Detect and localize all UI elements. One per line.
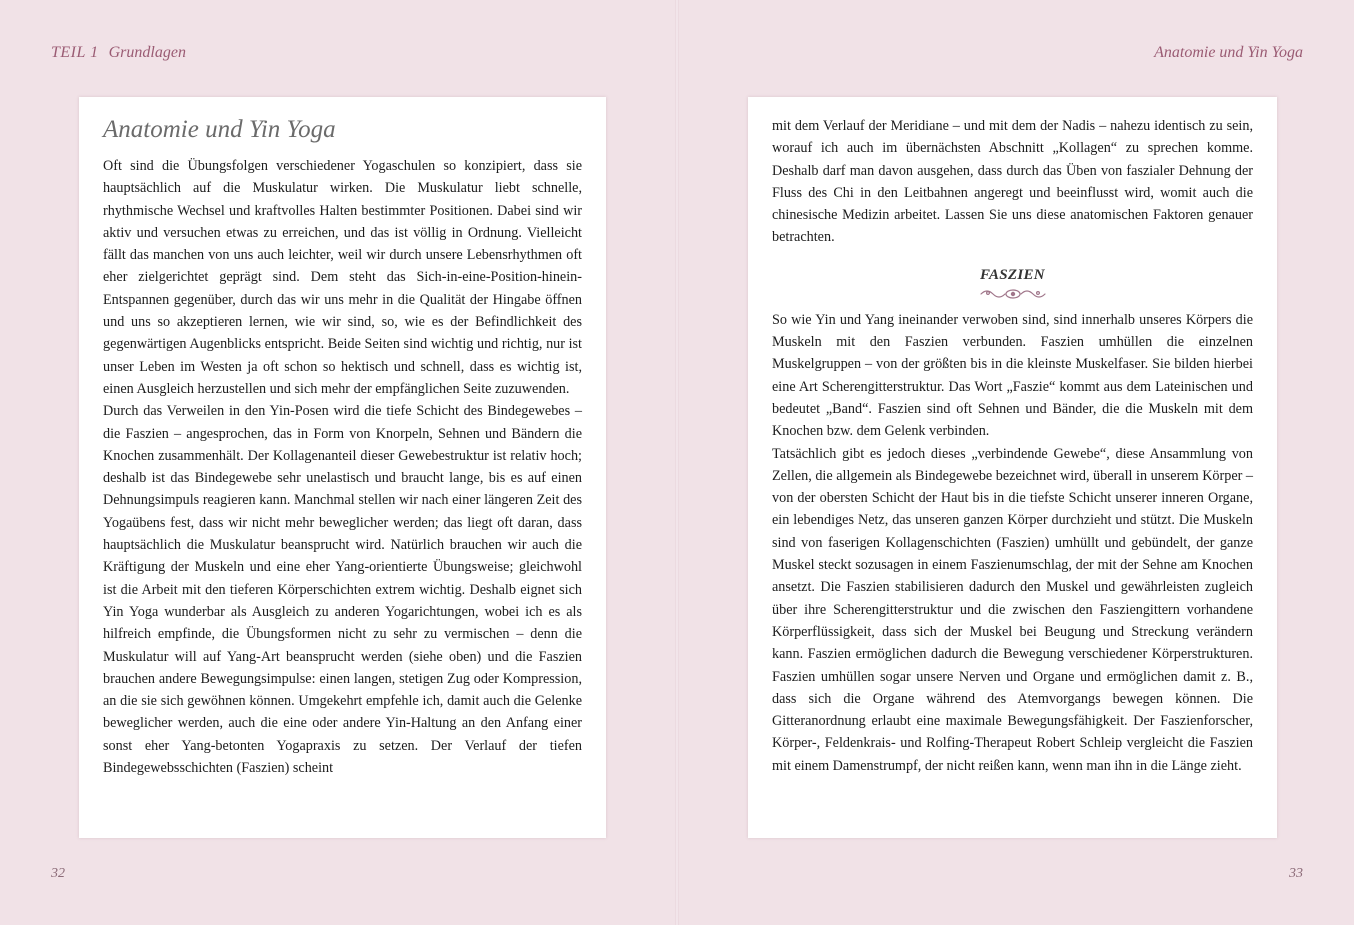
page-number-right: 33: [1289, 866, 1303, 881]
paragraph-continuation: mit dem Verlauf der Meridiane – und mit dem der Nadis – nahezu identisch zu sein, worauf ich auch im übernächsten Abschnitt „Kollagen“ zu sprechen komme. Deshalb darf man davon ausgehen, dass durch das Üben von faszialer Dehnung der Fluss des Chi in den Leitbahnen angeregt und beeinflusst wird, womit auch die chinesische Medizin arbeitet. Lassen Sie uns diese anatomischen Faktoren genauer betrachten.: [772, 118, 1253, 246]
paragraph: Oft sind die Übungsfolgen verschiedener Yogaschulen so konzipiert, dass sie hauptsächlich auf die Muskulatur wirken. Die Muskulatur liebt schnelle, rhythmische Wechsel und kraftvolles Halten bestimmter Positionen. Dabei sind wir aktiv und versuchen etwas zu erreichen, und das ist völlig in Ordnung. Vielleicht fällt das manchen von uns auch leichter, weil wir durch unsere Lebensrhythmen oft eher zielgerichtet geprägt sind. Dem steht das Sich-in-eine-Position-hinein-Entspannen gegenüber, durch das wir uns mehr in die Qualität der Hingabe öffnen und uns so akzeptieren lernen, wie wir sind, so, wie es der Befindlichkeit des gegenwärtigen Augenblicks entspricht. Beide Seiten sind wichtig und richtig, nur ist unser Leben im Westen ja oft schon so hektisch und schnell, dass es wichtig ist, einen Ausgleich herzustellen und sich mehr der empfänglichen Seite zuzuwenden.: [103, 158, 582, 397]
part-title: Grundlagen: [108, 44, 186, 61]
right-page-content: [772, 97, 1253, 777]
flourish-ornament-icon: [978, 287, 1048, 301]
paragraph: Durch das Verweilen in den Yin-Posen wird die tiefe Schicht des Bindegewebes – die Faszien – angesprochen, das in Form von Knorpeln, Sehnen und Bändern die Knochen zusammenhält. Der Kollagenanteil dieser Gewebestruktur ist relativ hoch; deshalb ist das Bindegewebe sehr unelastisch und braucht lange, bis es auf einen Dehnungsimpuls reagieren kann. Manchmal stellen wir nach einer längeren Zeit des Yogaübens fest, dass wir nicht mehr beweglicher werden; das liegt oft daran, dass hauptsächlich die Muskulatur beansprucht wird. Natürlich brauchen wir auch die Kräftigung der Muskeln und eine eher Yang-orientierte Übungsweise; gleichwohl ist die Arbeit mit den tieferen Körperschichten extrem wichtig. Deshalb eignet sich Yin Yoga wunderbar als Ausgleich zu anderen Yogarichtungen, wobei ich es als hilfreich empfinde, die Übungsformen nicht zu sehr zu vermischen – denn die Muskulatur will auf Yang-Art beansprucht werden (siehe oben) und die Faszien brauchen andere Bewegungsimpulse: einen langen, stetigen Zug oder Kompression, an die sie sich gewöhnen können. Umgekehrt empfehle ich, damit auch die Gelenke beweglicher werden, auch die eine oder andere Yin-Haltung an den Anfang einer sonst eher Yang-betonten Yogapraxis zu setzen. Der Verlauf der tiefen Bindegewebsschichten (Faszien) scheint: [103, 403, 582, 777]
right-page: [748, 97, 1277, 838]
left-page: [79, 97, 606, 838]
running-head-left: [51, 44, 186, 62]
book-spine: [675, 0, 679, 925]
paragraph: Tatsächlich gibt es jedoch dieses „verbindende Gewebe“, diese Ansammlung von Zellen, die allgemein als Bindegewebe bezeichnet wird, überall in unserem Körper – von der obersten Schicht der Haut bis in die tiefste Schicht unserer inneren Organe, ein lebendiges Netz, das unseren ganzen Körper durchzieht und stützt. Die Muskeln sind von faserigen Kollagenschichten (Faszien) umhüllt und gebündelt, der ganze Muskel steckt sozusagen in einem Faszienumschlag, der mit der Sehne am Knochen ansetzt. Die Faszien stabilisieren dadurch den Muskel und gewährleisten zugleich über ihre Scherengitterstruktur und die zwischen den Fasziengittern vorhandene Körperflüssigkeit, dass sich der Muskel bei Beugung und Streckung verändern kann. Faszien ermöglichen dadurch die Bewegung verschiedener Körperstrukturen. Faszien umhüllen sogar unsere Nerven und Organe und ermöglichen damit z. B., dass sich die Organe während des Atemvorgangs bewegen können. Die Gitteranordnung erlaubt eine maximale Bewegungsfähigkeit. Der Faszienforscher, Körper-, Feldenkrais- und Rolfing-Therapeut Robert Schleip vergleicht die Faszien mit einem Damenstrumpf, der nicht reißen kann, wenn man ihn in die Länge zieht.: [772, 445, 1254, 774]
part-label: TEIL 1: [51, 44, 99, 61]
page-number-left: 32: [51, 866, 65, 881]
running-head-right: Anatomie und Yin Yoga: [1154, 44, 1303, 61]
section-title: FASZIEN: [980, 266, 1045, 283]
chapter-title: Anatomie und Yin Yoga: [103, 116, 336, 143]
paragraph: So wie Yin und Yang ineinander verwoben sind, sind innerhalb unseres Körpers die Muskeln mit den Faszien verbunden. Faszien umhüllen die einzelnen Muskelgruppen – von der größten bis in die kleinste Muskelfaser. Sie bilden hierbei eine Art Scherengitterstruktur. Das Wort „Faszie“ kommt aus dem Lateinischen und bedeutet „Band“. Faszien sind oft Sehnen und Bänder, die die Muskeln mit dem Knochen bzw. dem Gelenk verbinden.: [772, 311, 1253, 440]
left-page-content: [103, 97, 582, 779]
